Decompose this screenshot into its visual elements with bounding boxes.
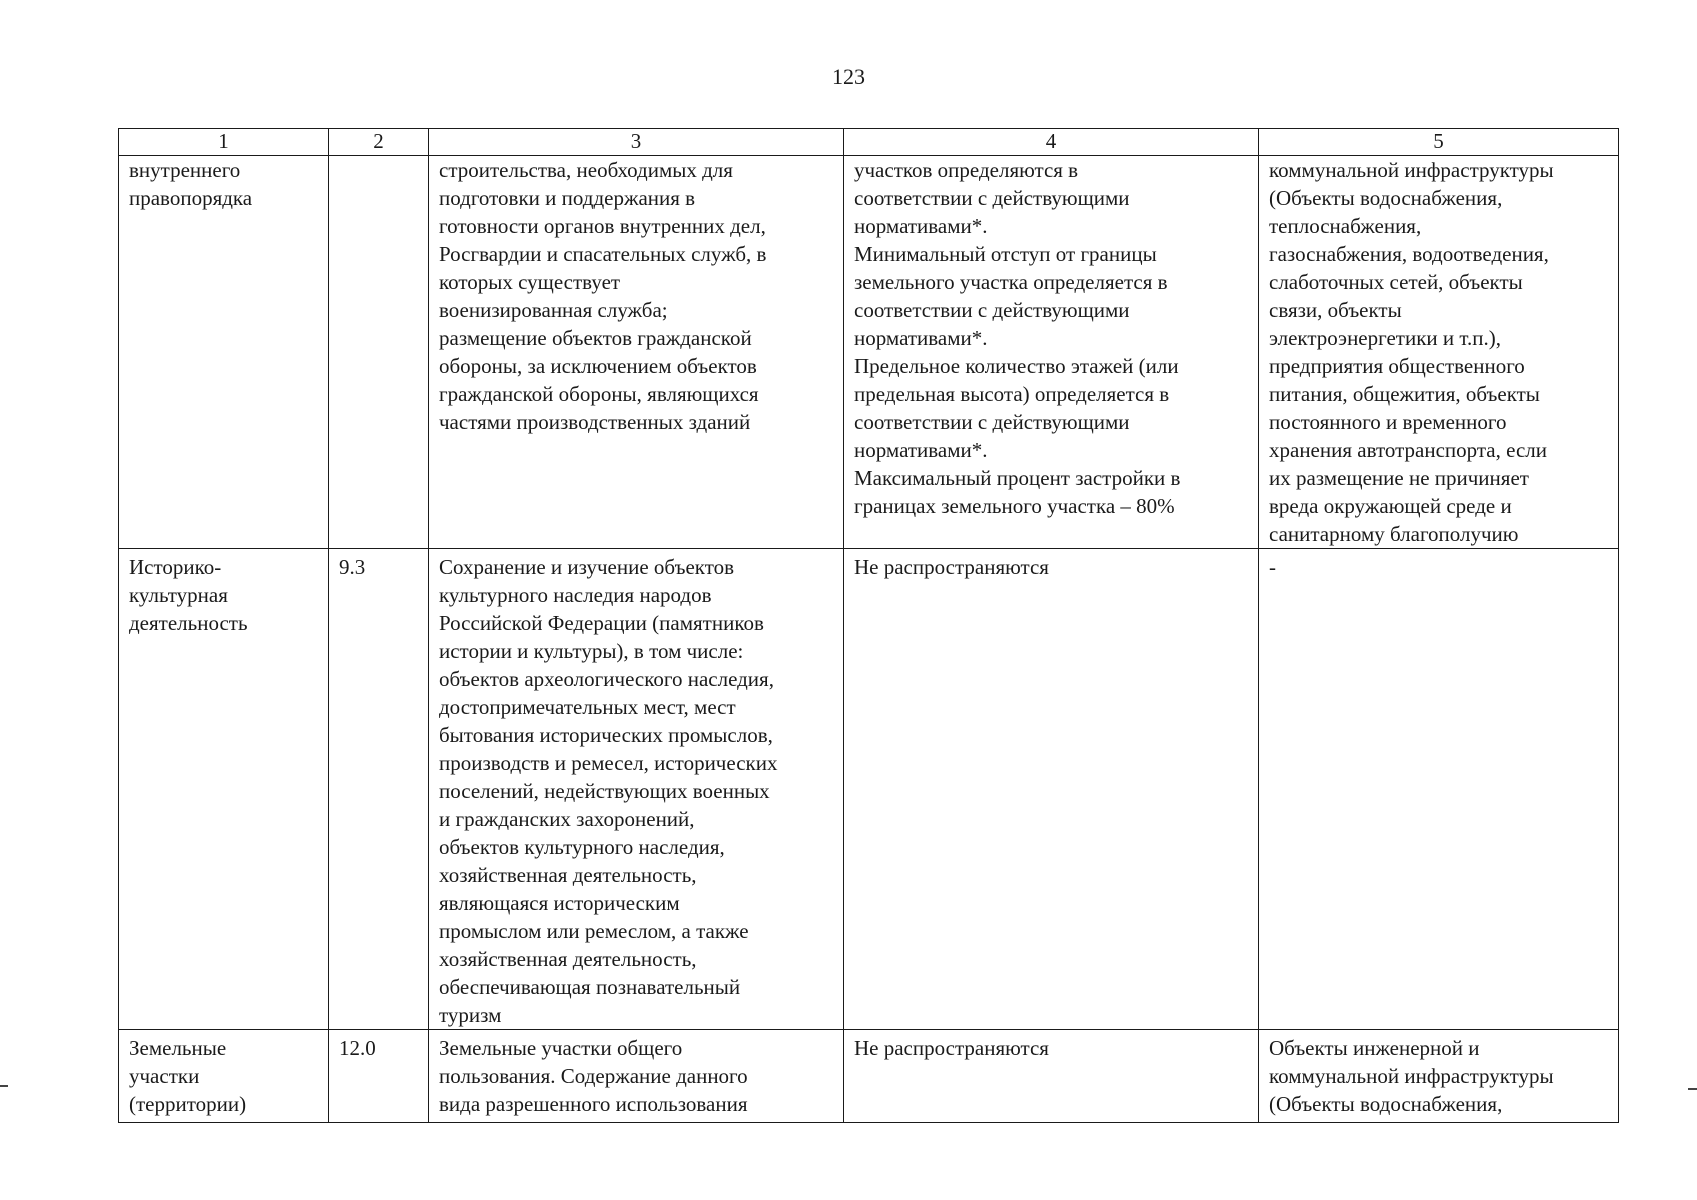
table-row [119,156,1619,549]
cell-parameters [844,1030,1259,1123]
cell-text: участков определяются в соответствии с действующими нормативами*. Минимальный отступ от границы земельного участка определяется в соответствии с действующими нормативами*. Предельное количество этажей (или предельная высота) определяется в соответствии с действующими нормативами*. Максимальный процент застройки в границах земельного участка – 80% [854,158,1181,518]
cell-text: 12.0 [339,1036,376,1060]
cell-text: Сохранение и изучение объектов культурного наследия народов Российской Федерации (памятников истории и культуры), в том числе: объектов археологического наследия, достопримечательных мест, мест бытования исторических промыслов, производств и ремесел, исторических поселений, недействующих военных и гражданских захоронений, объектов культурного наследия, хозяйственная деятельность, являющаяся историческим промыслом или ремеслом, а также хозяйственная деятельность, обеспечивающая познавательный туризм [439,555,778,1027]
cell-text: Не распространяются [854,1036,1049,1060]
column-header-2: 2 [329,129,429,156]
cell-text: Не распространяются [854,555,1049,579]
cell-code [329,1030,429,1123]
scan-artifact-left [0,1085,8,1087]
cell-auxiliary-uses [1259,156,1619,549]
land-use-table [118,128,1619,1123]
cell-use-name [119,1030,329,1123]
page-number: 123 [832,64,865,89]
table-row [119,549,1619,1030]
column-header-4: 4 [844,129,1259,156]
column-header-3: 3 [429,129,844,156]
header-row [119,129,1619,156]
column-header-1: 1 [119,129,329,156]
cell-text: Земельные участки общего пользования. Содержание данного вида разрешенного использования [439,1036,748,1116]
cell-text: коммунальной инфраструктуры (Объекты водоснабжения, теплоснабжения, газоснабжения, водоотведения, слаботочных сетей, объекты связи, объекты электроэнергетики и т.п.), предприятия общественного питания, общежития, объекты постоянного и временного хранения автотранспорта, если их размещение не причиняет вреда окружающей среде и санитарному благополучию [1269,158,1554,546]
table-body [119,156,1619,1123]
cell-text: Историко- культурная деятельность [129,555,248,635]
table-header [119,129,1619,156]
cell-auxiliary-uses [1259,1030,1619,1123]
cell-description [429,156,844,549]
cell-text: - [1269,555,1276,579]
cell-code [329,156,429,549]
cell-description [429,1030,844,1123]
cell-auxiliary-uses [1259,549,1619,1030]
cell-text: 9.3 [339,555,366,579]
cell-code [329,549,429,1030]
cell-use-name [119,549,329,1030]
scan-artifact-right [1688,1088,1697,1090]
cell-text: Объекты инженерной и коммунальной инфраструктуры (Объекты водоснабжения, [1269,1036,1554,1116]
cell-parameters [844,549,1259,1030]
cell-text: Земельные участки (территории) [129,1036,247,1116]
cell-description [429,549,844,1030]
cell-text: строительства, необходимых для подготовки и поддержания в готовности органов внутренних дел, Росгвардии и спасательных служб, в которых существует военизированная служба; размещение объектов гражданской обороны, за исключением объектов гражданской обороны, являющихся частями производственных зданий [439,158,767,434]
table-row [119,1030,1619,1123]
cell-text: внутреннего правопорядка [129,158,253,210]
cell-parameters [844,156,1259,549]
column-header-5: 5 [1259,129,1619,156]
cell-use-name [119,156,329,549]
